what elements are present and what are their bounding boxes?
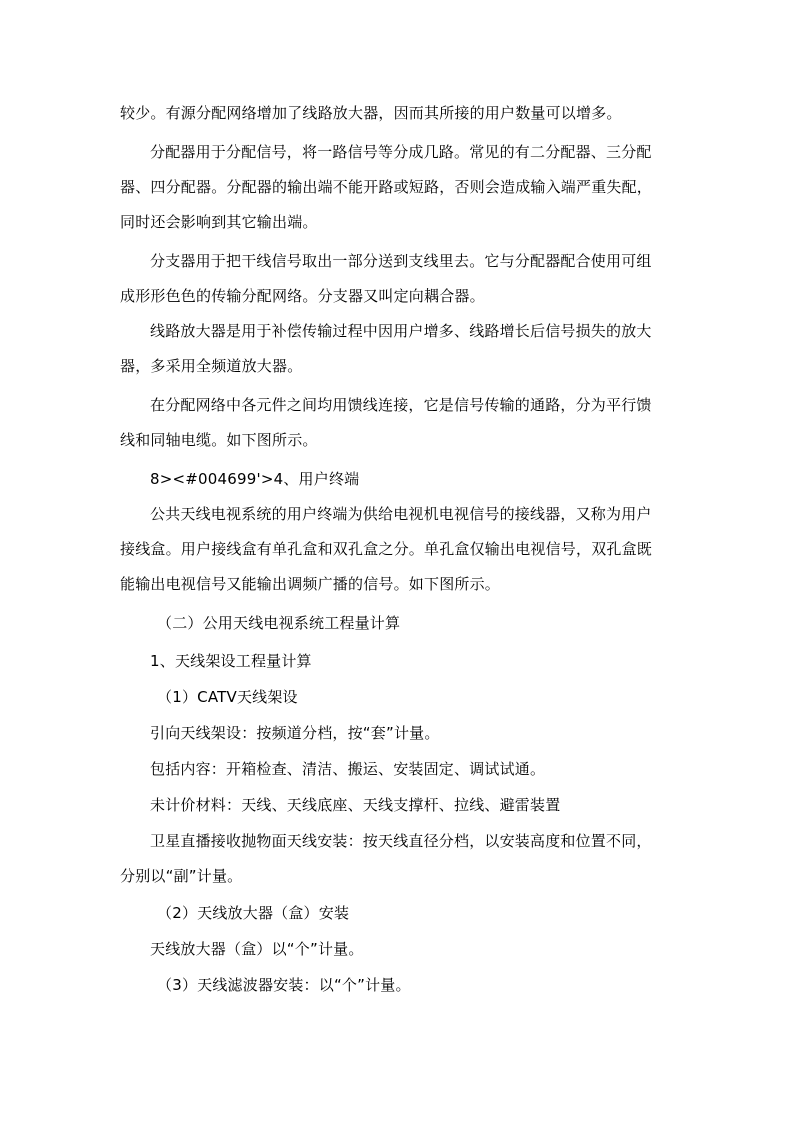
paragraph-line: （3）天线滤波器安装：以“个”计量。 (157, 976, 411, 994)
paragraph-line: 分配器用于分配信号，将一路信号等分成几路。常见的有二分配器、三分配 (150, 143, 652, 161)
section-heading: （二）公用天线电视系统工程量计算 (157, 614, 401, 632)
section-heading: （1）CATV天线架设 (157, 688, 298, 706)
paragraph-line: 线路放大器是用于补偿传输过程中因用户增多、线路增长后信号损失的放大 (150, 322, 652, 340)
paragraph-line: 线和同轴电缆。如下图所示。 (120, 431, 318, 449)
paragraph-line: 引向天线架设：按频道分档，按“套”计量。 (150, 724, 440, 742)
paragraph-line: 未计价材料：天线、天线底座、天线支撑杆、拉线、避雷装置 (150, 796, 561, 814)
section-heading: 1、天线架设工程量计算 (150, 652, 312, 670)
paragraph-line: 分别以“副”计量。 (120, 867, 243, 885)
paragraph-line: 同时还会影响到其它输出端。 (120, 213, 318, 231)
paragraph-line: 接线盒。用户接线盒有单孔盒和双孔盒之分。单孔盒仅输出电视信号，双孔盒既 (120, 540, 653, 558)
paragraph-line: 卫星直播接收抛物面天线安装：按天线直径分档，以安装高度和位置不同， (150, 832, 652, 850)
paragraph-line: 包括内容：开箱检查、清洁、搬运、安装固定、调试试通。 (150, 760, 546, 778)
paragraph-line: 天线放大器（盒）以“个”计量。 (150, 940, 364, 958)
paragraph-line: 器、四分配器。分配器的输出端不能开路或短路，否则会造成输入端严重失配， (120, 178, 653, 196)
paragraph-line: 成形形色色的传输分配网络。分支器又叫定向耦合器。 (120, 287, 485, 305)
paragraph-line: 较少。有源分配网络增加了线路放大器，因而其所接的用户数量可以增多。 (120, 104, 622, 122)
paragraph-line: 器，多采用全频道放大器。 (120, 357, 303, 375)
paragraph-line: 分支器用于把干线信号取出一部分送到支线里去。它与分配器配合使用可组 (150, 252, 652, 270)
paragraph-line: 公共天线电视系统的用户终端为供给电视机电视信号的接线器，又称为用户 (150, 505, 652, 523)
section-heading: 8><#004699'>4、用户终端 (150, 470, 360, 488)
section-heading: （2）天线放大器（盒）安装 (157, 904, 350, 922)
paragraph-line: 在分配网络中各元件之间均用馈线连接，它是信号传输的通路，分为平行馈 (150, 396, 652, 414)
paragraph-line: 能输出电视信号又能输出调频广播的信号。如下图所示。 (120, 575, 501, 593)
